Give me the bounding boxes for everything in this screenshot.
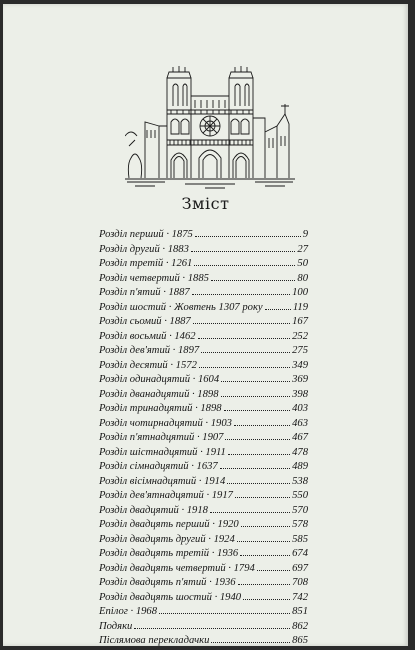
page-title: Зміст <box>181 194 230 213</box>
dot-leader <box>195 236 301 237</box>
toc-entry <box>99 505 308 520</box>
toc-entry-title: Розділ одинадцятий · 1604 <box>99 374 220 385</box>
toc-entry-page-number: 570 <box>292 504 308 516</box>
toc-entry-title: Розділ четвертий · 1885 <box>99 272 209 284</box>
toc-entry-title: Розділ вісімнадцятий · 1914 <box>99 475 226 487</box>
dot-leader <box>134 628 290 629</box>
toc-entry-page-number: 398 <box>292 388 308 400</box>
dot-leader <box>237 541 290 542</box>
dot-leader <box>234 425 290 426</box>
toc-entry <box>99 577 308 592</box>
dot-leader <box>220 468 290 469</box>
toc-entry-title: Розділ десятий · 1572 <box>99 359 197 371</box>
toc-entry-page-number: 252 <box>292 330 308 342</box>
toc-entry-page-number: 369 <box>292 374 308 385</box>
toc-entry-title: Розділ двадцять п'ятий · 1936 <box>99 577 236 588</box>
toc-entry-page-number: 708 <box>292 577 308 588</box>
toc-entry <box>99 345 308 360</box>
dot-leader <box>227 483 290 484</box>
toc-entry <box>99 447 308 462</box>
toc-entry-page-number: 9 <box>302 229 308 240</box>
toc-entry <box>99 331 308 346</box>
toc-entry-title: Подяки <box>99 620 133 632</box>
toc-entry <box>99 316 308 331</box>
toc-entry-page-number: 349 <box>292 359 308 371</box>
dot-leader <box>257 570 290 571</box>
dot-leader <box>201 352 290 353</box>
dot-leader <box>225 439 290 440</box>
toc-entry-page-number: 550 <box>292 490 308 501</box>
toc-entry-page-number: 463 <box>292 417 308 429</box>
toc-entry <box>99 360 308 375</box>
toc-entry-page-number: 489 <box>292 461 308 472</box>
toc-entry-title: Розділ перший · 1875 <box>99 229 193 240</box>
toc-entry-title: Розділ тринадцятий · 1898 <box>99 403 222 414</box>
toc-entry-title: Розділ шістнадцятий · 1911 <box>99 446 226 458</box>
toc-entry-title: Розділ дев'ятий · 1897 <box>99 345 200 356</box>
dot-leader <box>240 555 290 556</box>
table-of-contents <box>99 229 308 650</box>
toc-entry-title: Розділ двадцять третій · 1936 <box>99 548 239 559</box>
toc-entry-page-number: 403 <box>292 403 308 414</box>
toc-entry-title: Розділ двадцять четвертий · 1794 <box>99 562 255 574</box>
toc-entry-title: Розділ дванадцятий · 1898 <box>99 388 219 400</box>
toc-entry <box>99 606 308 621</box>
toc-entry <box>99 534 308 549</box>
toc-entry-title: Розділ двадцятий · 1918 <box>99 504 208 516</box>
toc-entry-title: Розділ двадцять шостий · 1940 <box>99 591 242 603</box>
toc-entry-page-number: 851 <box>292 606 308 617</box>
toc-entry-title: Розділ чотирнадцятий · 1903 <box>99 417 232 429</box>
toc-entry <box>99 432 308 447</box>
toc-entry <box>99 229 308 244</box>
book-page <box>3 4 408 646</box>
toc-entry <box>99 287 308 302</box>
toc-entry-page-number: 467 <box>292 432 308 443</box>
toc-entry-page-number: 697 <box>292 562 308 574</box>
toc-entry-title: Розділ другий · 1883 <box>99 243 189 255</box>
toc-entry <box>99 244 308 259</box>
toc-entry-title: Розділ дев'ятнадцятий · 1917 <box>99 490 233 501</box>
toc-entry-title: Розділ двадцять другий · 1924 <box>99 533 235 545</box>
toc-entry <box>99 273 308 288</box>
toc-entry-page-number: 275 <box>292 345 308 356</box>
toc-entry-title: Розділ п'ятнадцятий · 1907 <box>99 432 224 443</box>
dot-leader <box>265 309 291 310</box>
dot-leader <box>199 367 290 368</box>
toc-entry-title: Розділ сімнадцятий · 1637 <box>99 461 218 472</box>
toc-entry-title: Розділ восьмий · 1462 <box>99 330 196 342</box>
toc-entry-page-number: 865 <box>292 635 308 646</box>
toc-entry-page-number: 538 <box>292 475 308 487</box>
toc-entry-page-number: 478 <box>292 446 308 458</box>
dot-leader <box>193 323 290 324</box>
dot-leader <box>191 251 296 252</box>
dot-leader <box>221 396 291 397</box>
toc-entry-page-number: 862 <box>292 620 308 632</box>
toc-entry <box>99 476 308 491</box>
dot-leader <box>159 613 290 614</box>
dot-leader <box>241 526 290 527</box>
dot-leader <box>211 280 295 281</box>
toc-entry <box>99 490 308 505</box>
toc-entry-title: Післямова перекладачки <box>99 635 210 646</box>
toc-entry-title: Епілог · 1968 <box>99 606 158 617</box>
dot-leader <box>238 584 291 585</box>
toc-entry-page-number: 27 <box>297 243 308 255</box>
toc-entry-title: Розділ третій · 1261 <box>99 258 193 269</box>
toc-entry <box>99 563 308 578</box>
dot-leader <box>210 512 290 513</box>
dot-leader <box>194 265 295 266</box>
dot-leader <box>198 338 291 339</box>
dot-leader <box>224 410 291 411</box>
dot-leader <box>243 599 290 600</box>
toc-entry <box>99 418 308 433</box>
dot-leader <box>192 294 290 295</box>
toc-entry-page-number: 167 <box>292 316 308 327</box>
toc-entry <box>99 621 308 636</box>
toc-entry-page-number: 80 <box>297 272 308 284</box>
toc-entry <box>99 519 308 534</box>
toc-entry <box>99 374 308 389</box>
toc-entry-title: Розділ двадцять перший · 1920 <box>99 519 239 530</box>
toc-entry <box>99 258 308 273</box>
toc-entry-page-number: 119 <box>292 301 308 313</box>
toc-entry <box>99 548 308 563</box>
toc-entry <box>99 403 308 418</box>
toc-entry <box>99 635 308 650</box>
toc-entry-page-number: 674 <box>292 548 308 559</box>
toc-entry-title: Розділ шостий · Жовтень 1307 року <box>99 301 263 313</box>
cathedral-illustration <box>125 66 295 192</box>
toc-entry-title: Розділ п'ятий · 1887 <box>99 287 190 298</box>
toc-entry-page-number: 585 <box>292 533 308 545</box>
dot-leader <box>235 497 290 498</box>
toc-entry <box>99 461 308 476</box>
toc-entry <box>99 389 308 404</box>
toc-entry-title: Розділ сьомий · 1887 <box>99 316 191 327</box>
toc-entry-page-number: 578 <box>292 519 308 530</box>
dot-leader <box>228 454 290 455</box>
toc-entry <box>99 592 308 607</box>
toc-entry <box>99 302 308 317</box>
toc-entry-page-number: 100 <box>292 287 308 298</box>
toc-entry-page-number: 50 <box>297 258 308 269</box>
dot-leader <box>211 642 290 643</box>
dot-leader <box>221 381 290 382</box>
toc-entry-page-number: 742 <box>292 591 308 603</box>
